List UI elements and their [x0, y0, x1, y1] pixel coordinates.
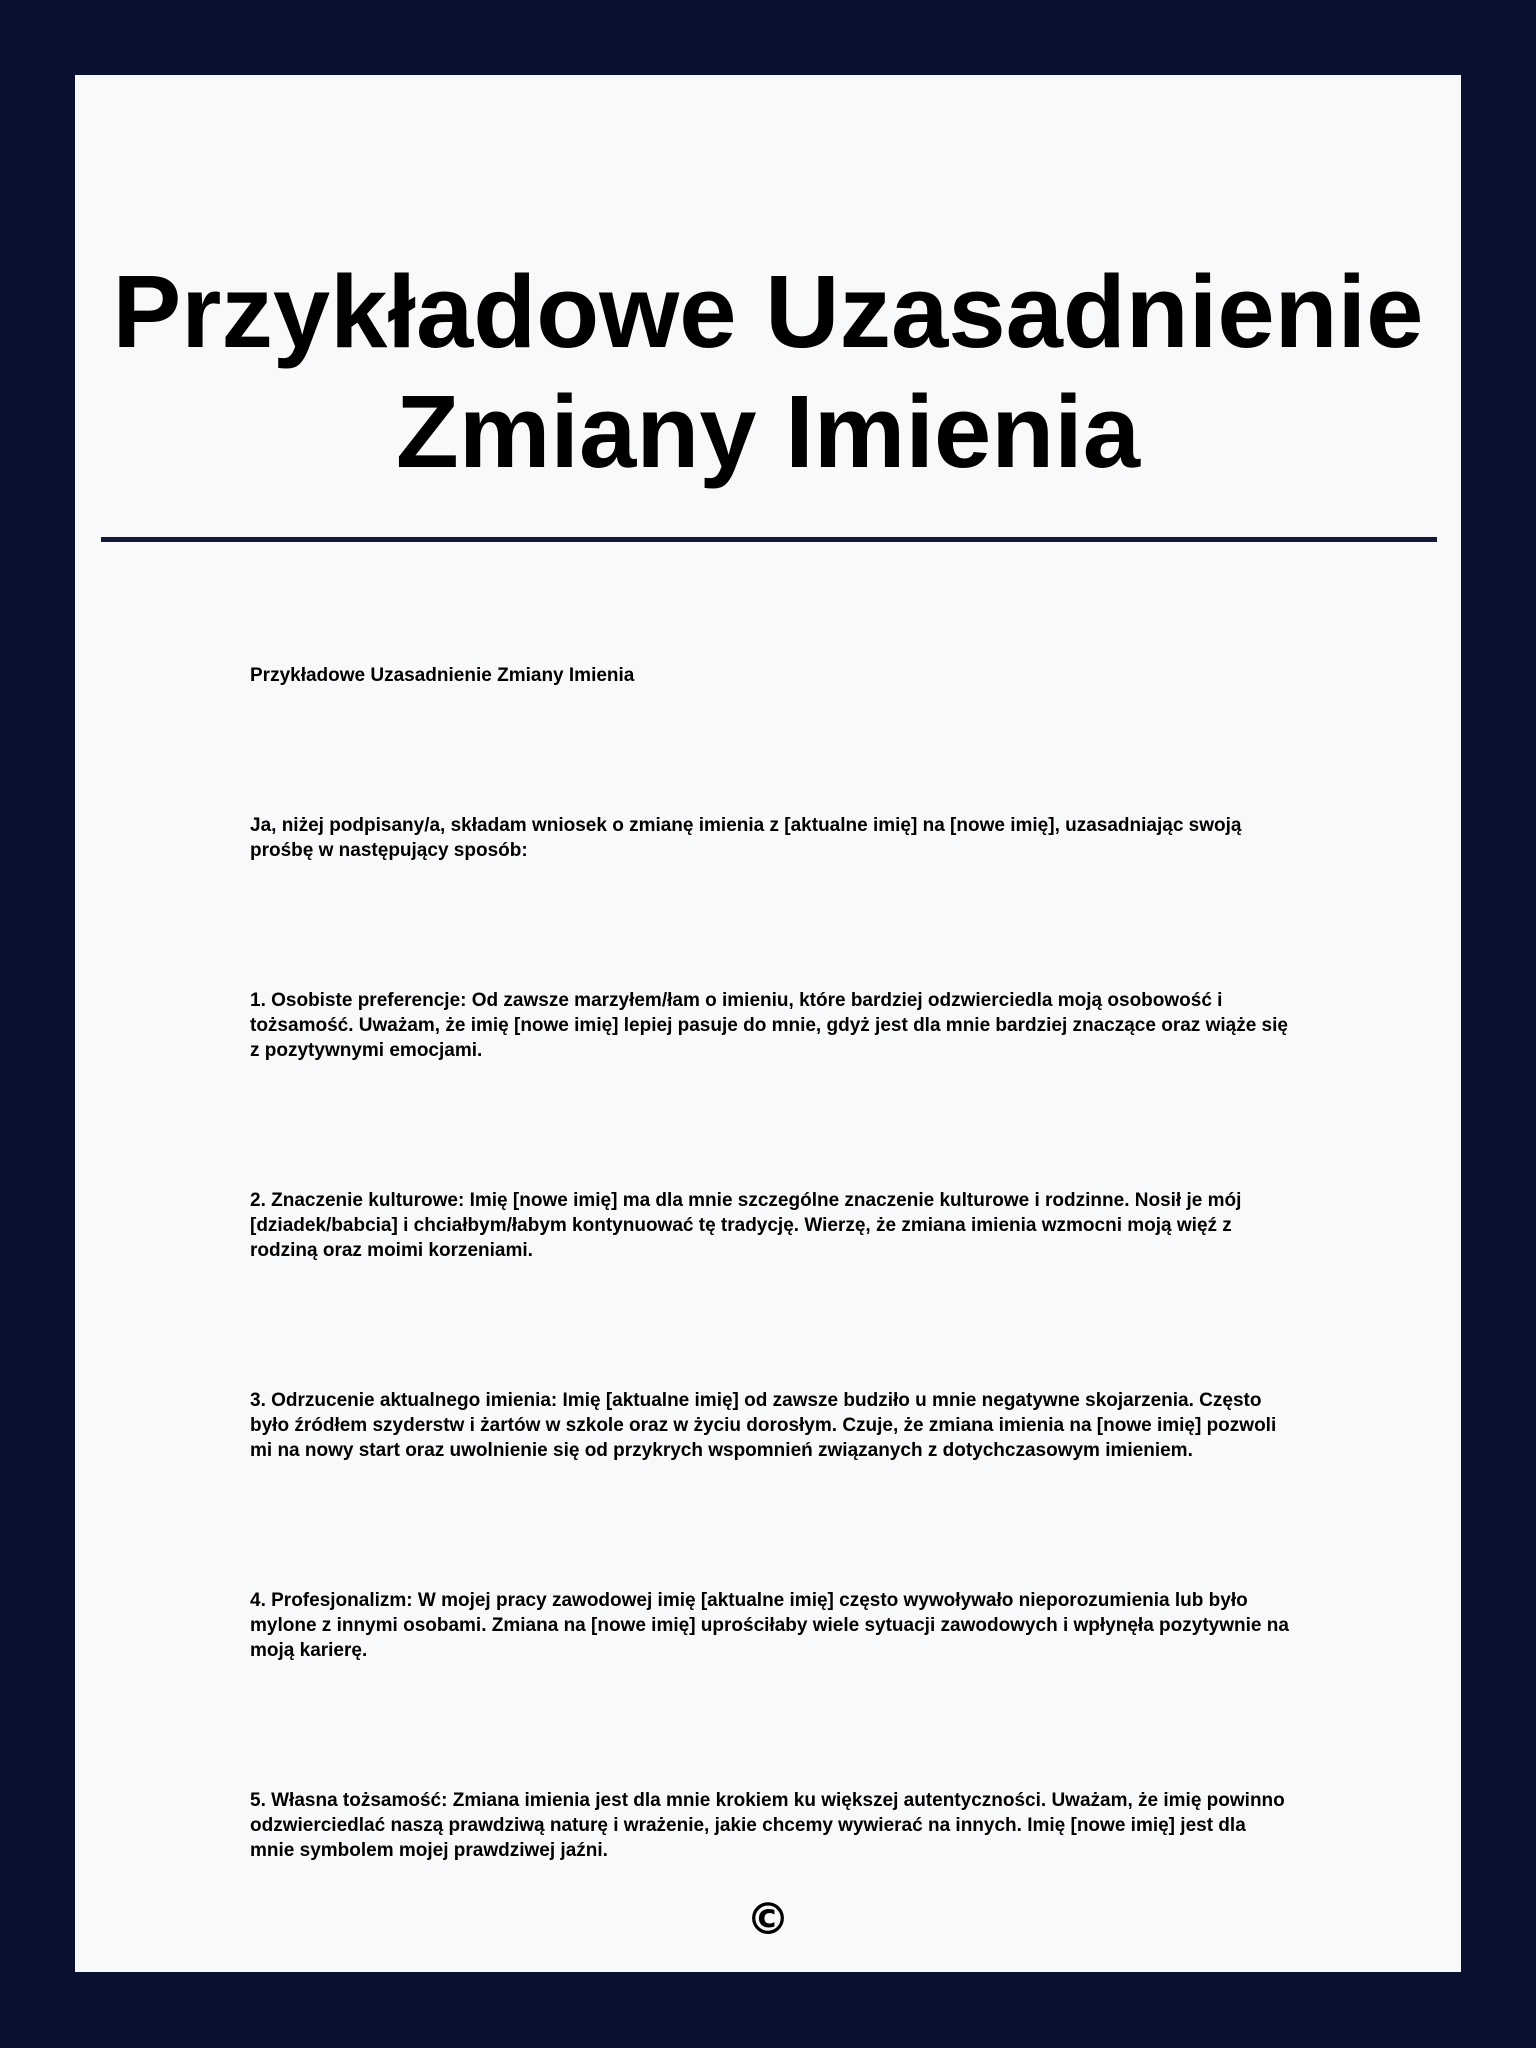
intro-paragraph: Ja, niżej podpisany/a, składam wniosek o zmianę imienia z [aktualne imię] na [nowe imię], uzasadniając swoją prośbę w następujący sposób: [250, 815, 1242, 861]
point-paragraph-1: 1. Osobiste preferencje: Od zawsze marzyłem/łam o imieniu, które bardziej odzwierciedla moją osobowość i tożsamość. Uważam, że imię [nowe imię] lepiej pasuje do mnie, gdyż jest dla mnie bardziej znaczące oraz wiąże się z pozytywnymi emocjami. [250, 990, 1288, 1061]
document-page [75, 75, 1461, 1972]
document-heading: Przykładowe Uzasadnienie Zmiany Imienia [250, 665, 635, 686]
title-divider [101, 537, 1437, 542]
document-body [250, 663, 1290, 1863]
point-paragraph-2: 2. Znaczenie kulturowe: Imię [nowe imię] ma dla mnie szczególne znaczenie kulturowe i rodzinne. Nosił je mój [dziadek/babcia] i chciałbym/łabym kontynuować tę tradycję. Wierzę, że zmiana imienia wzmocni moją więź z rodziną oraz moimi korzeniami. [250, 1190, 1242, 1261]
point-paragraph-5: 5. Własna tożsamość: Zmiana imienia jest dla mnie krokiem ku większej autentyczności. Uważam, że imię powinno odzwierciedlać naszą prawdziwą naturę i wrażenie, jakie chcemy wywierać na innych. Imię [nowe imię] jest dla mnie symbolem mojej prawdziwej jaźni. [250, 1790, 1285, 1861]
copyright-icon: © [746, 1894, 790, 1945]
point-paragraph-4: 4. Profesjonalizm: W mojej pracy zawodowej imię [aktualne imię] często wywoływało nieporozumienia lub było mylone z innymi osobami. Zmiana na [nowe imię] uprościłaby wiele sytuacji zawodowych i wpłynęła pozytywnie na moją karierę. [250, 1590, 1289, 1661]
point-paragraph-3: 3. Odrzucenie aktualnego imienia: Imię [aktualne imię] od zawsze budziło u mnie negatywne skojarzenia. Często było źródłem szyderstw i żartów w szkole oraz w życiu dorosłym. Czuje, że zmiana imienia na [nowe imię] pozwoli mi na nowy start oraz uwolnienie się od przykrych wspomnień związanych z dotychczasowym imieniem. [250, 1390, 1277, 1461]
page-title: Przykładowe Uzasadnienie Zmiany Imienia [112, 254, 1424, 489]
